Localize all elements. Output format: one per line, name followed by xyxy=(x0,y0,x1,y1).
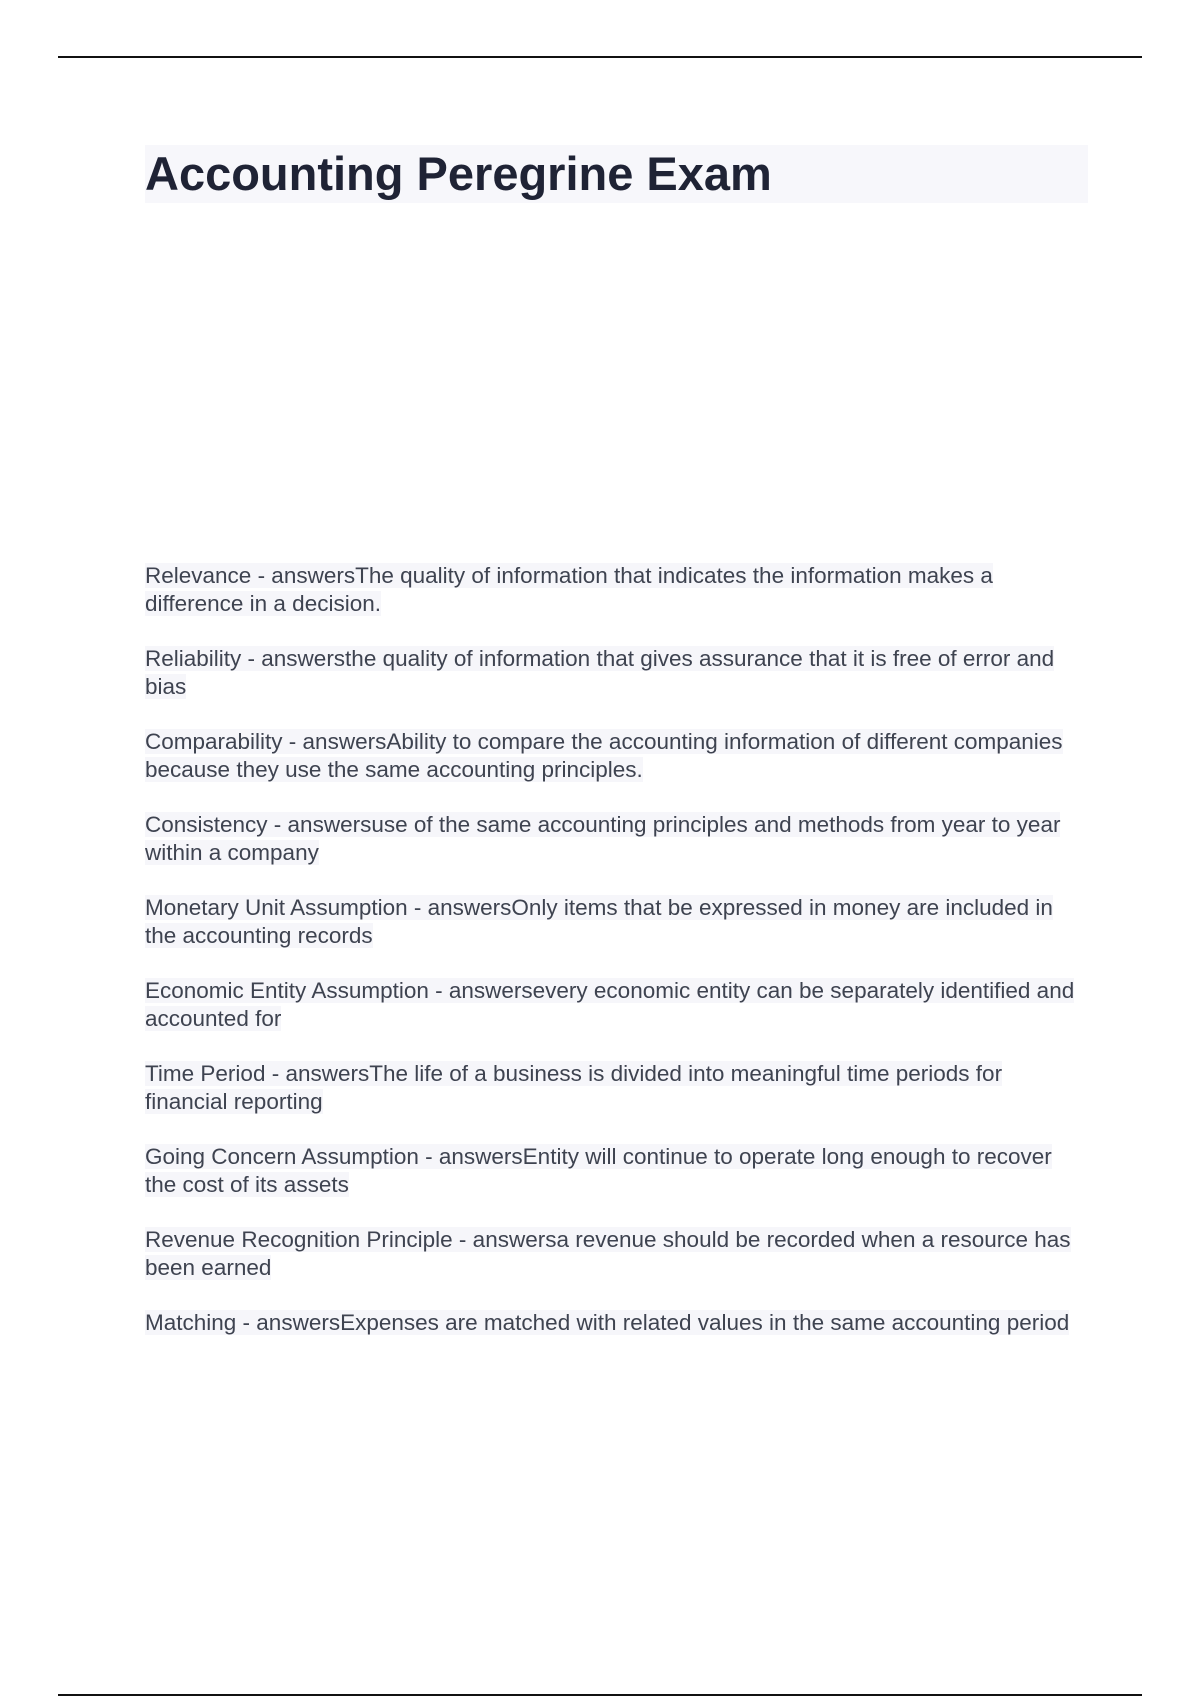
qa-item-monetary-unit xyxy=(145,894,1085,950)
qa-item-relevance xyxy=(145,562,1085,618)
qa-text: Going Concern Assumption - answersEntity will continue to operate long enough to recover the cost of its assets xyxy=(145,1144,1052,1197)
qa-text: Revenue Recognition Principle - answersa revenue should be recorded when a resource has been earned xyxy=(145,1227,1071,1280)
qa-item-comparability xyxy=(145,728,1085,784)
qa-text: Reliability - answersthe quality of information that gives assurance that it is free of error and bias xyxy=(145,646,1055,699)
qa-text: Economic Entity Assumption - answersevery economic entity can be separately identified and accounted for xyxy=(145,978,1075,1031)
qa-list xyxy=(145,562,1085,1364)
qa-text: Time Period - answersThe life of a business is divided into meaningful time periods for financial reporting xyxy=(145,1061,1003,1114)
qa-text: Consistency - answersuse of the same accounting principles and methods from year to year within a company xyxy=(145,812,1061,865)
bottom-rule xyxy=(58,1694,1142,1696)
qa-item-time-period xyxy=(145,1060,1085,1116)
qa-item-consistency xyxy=(145,811,1085,867)
top-rule xyxy=(58,56,1142,58)
qa-item-reliability xyxy=(145,645,1085,701)
qa-item-going-concern xyxy=(145,1143,1085,1199)
qa-item-economic-entity xyxy=(145,977,1085,1033)
qa-text: Matching - answersExpenses are matched with related values in the same accounting period xyxy=(145,1310,1070,1335)
qa-text: Comparability - answersAbility to compare the accounting information of different companies because they use the same accounting principles. xyxy=(145,729,1063,782)
page-title: Accounting Peregrine Exam xyxy=(145,145,1088,203)
qa-item-matching xyxy=(145,1309,1085,1337)
qa-item-revenue-recognition xyxy=(145,1226,1085,1282)
qa-text: Monetary Unit Assumption - answersOnly items that be expressed in money are included in the accounting records xyxy=(145,895,1053,948)
qa-text: Relevance - answersThe quality of information that indicates the information makes a difference in a decision. xyxy=(145,563,993,616)
